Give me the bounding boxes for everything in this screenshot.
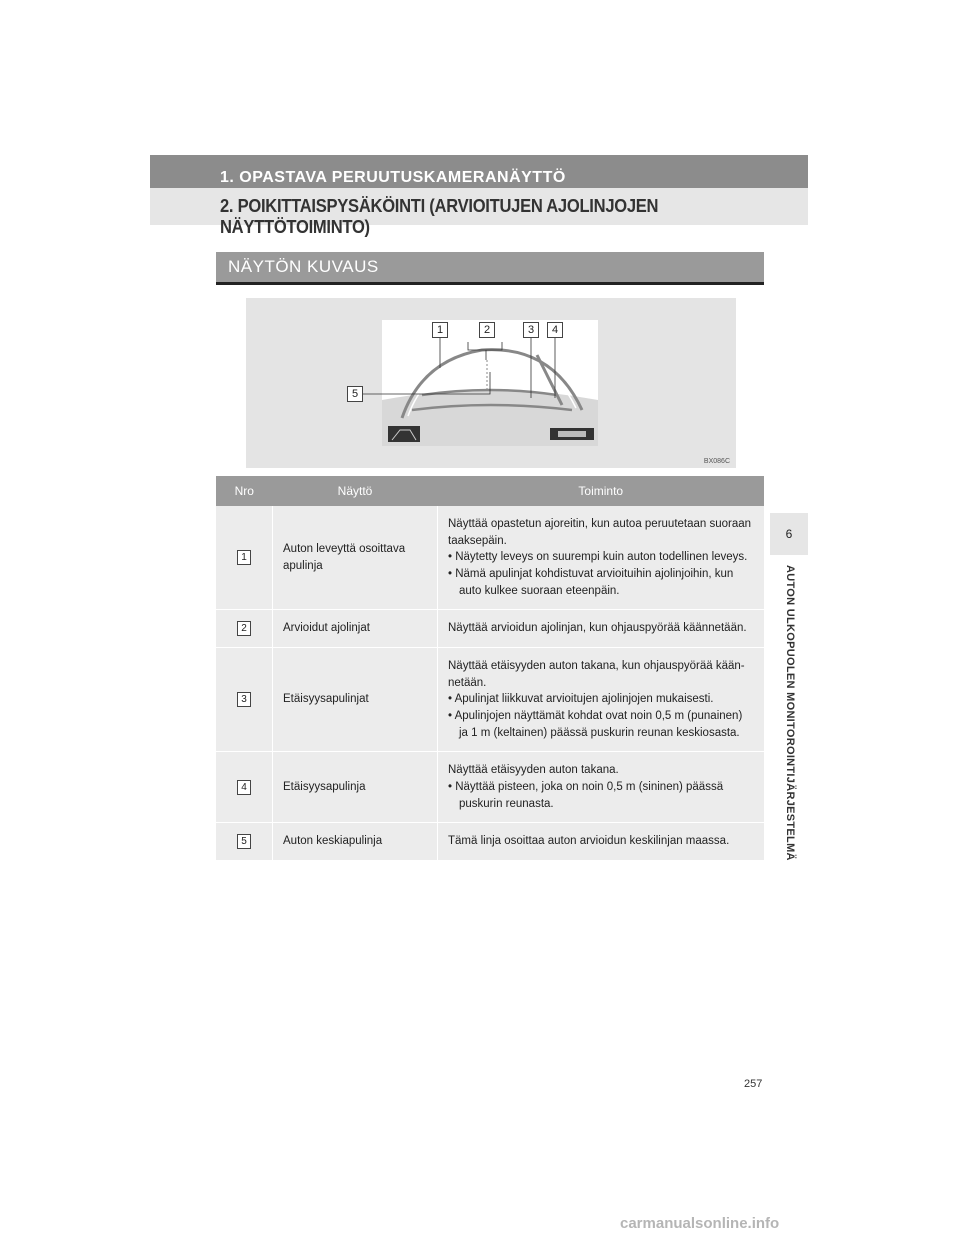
row-num bbox=[216, 823, 273, 861]
sidebar-chapter-title: AUTON ULKOPUOLEN MONITOROINTIJÄRJESTELMÄ bbox=[784, 565, 796, 861]
figure-code: BX086C bbox=[703, 458, 730, 465]
function-bullet: • Apulinjojen näyttämät kohdat ovat noin 0,5 m (punainen) ja 1 m (keltainen) päässä puskurin reunan keskiosasta. bbox=[448, 710, 743, 739]
row-function bbox=[438, 752, 765, 823]
table-row bbox=[216, 823, 764, 861]
row-num bbox=[216, 752, 273, 823]
subsection-title: NÄYTÖN KUVAUS bbox=[228, 257, 379, 276]
row-number-box: 2 bbox=[237, 621, 251, 636]
row-function bbox=[438, 823, 765, 861]
page-number: 257 bbox=[744, 1078, 763, 1090]
function-text: Näyttää opastetun ajoreitin, kun autoa peruutetaan suoraan taaksepäin. bbox=[448, 518, 752, 547]
function-bullet: • Näytetty leveys on suurempi kuin auton todellinen leveys. bbox=[448, 551, 748, 564]
function-text: Näyttää etäisyyden auton takana. bbox=[448, 764, 619, 777]
row-display-name: Etäisyysapulinja bbox=[273, 752, 438, 823]
row-display-name: Arvioidut ajolinjat bbox=[273, 610, 438, 648]
row-number-box: 5 bbox=[237, 834, 251, 849]
row-display-name: Auton leveyttä osoittava apulinja bbox=[273, 506, 438, 610]
row-number-box: 1 bbox=[237, 550, 251, 565]
camera-display-figure bbox=[246, 298, 736, 468]
callout-1: 1 bbox=[432, 322, 448, 338]
function-text: Tämä linja osoittaa auton arvioidun keskilinjan maassa. bbox=[448, 835, 730, 848]
header-display: Näyttö bbox=[273, 476, 438, 506]
table-row bbox=[216, 648, 764, 752]
page-header bbox=[150, 155, 808, 237]
function-text: Näyttää etäisyyden auton takana, kun ohjauspyörää kään-netään. bbox=[448, 660, 745, 689]
header-function: Toiminto bbox=[438, 476, 765, 506]
row-number-box: 3 bbox=[237, 692, 251, 707]
function-bullet: • Näyttää pisteen, joka on noin 0,5 m (sininen) päässä puskurin reunasta. bbox=[448, 781, 724, 810]
function-bullet: • Nämä apulinjat kohdistuvat arvioituihin ajolinjoihin, kun auto kulkee suoraan eteenpäin. bbox=[448, 568, 734, 597]
watermark-text: carmanualsonline.info bbox=[620, 1215, 780, 1232]
table-row bbox=[216, 506, 764, 610]
header-num: Nro bbox=[216, 476, 273, 506]
chapter-sidebar bbox=[770, 557, 808, 960]
row-function bbox=[438, 610, 765, 648]
callout-2: 2 bbox=[479, 322, 495, 338]
row-num bbox=[216, 506, 273, 610]
row-number-box: 4 bbox=[237, 780, 251, 795]
row-num bbox=[216, 610, 273, 648]
callout-5: 5 bbox=[347, 386, 363, 402]
chapter-bar bbox=[150, 155, 808, 188]
table-row bbox=[216, 610, 764, 648]
function-text: Näyttää arvioidun ajolinjan, kun ohjauspyörää käännetään. bbox=[448, 622, 747, 635]
callout-3: 3 bbox=[523, 322, 539, 338]
subsection-heading bbox=[216, 252, 764, 285]
callout-4: 4 bbox=[547, 322, 563, 338]
function-bullet: • Apulinjat liikkuvat arvioitujen ajolinjojen mukaisesti. bbox=[448, 693, 714, 706]
row-function bbox=[438, 506, 765, 610]
row-num bbox=[216, 648, 273, 752]
chapter-tab: 6 bbox=[770, 513, 808, 555]
row-function bbox=[438, 648, 765, 752]
table-header-row bbox=[216, 476, 764, 506]
table-row bbox=[216, 752, 764, 823]
row-display-name: Etäisyysapulinjat bbox=[273, 648, 438, 752]
section-title: 2. POIKITTAISPYSÄKÖINTI (ARVIOITUJEN AJOLINJOJEN NÄYTTÖTOIMINTO) bbox=[220, 196, 659, 237]
display-description-table bbox=[216, 476, 764, 861]
row-display-name: Auton keskiapulinja bbox=[273, 823, 438, 861]
chapter-title: 1. OPASTAVA PERUUTUSKAMERANÄYTTÖ bbox=[220, 169, 566, 186]
